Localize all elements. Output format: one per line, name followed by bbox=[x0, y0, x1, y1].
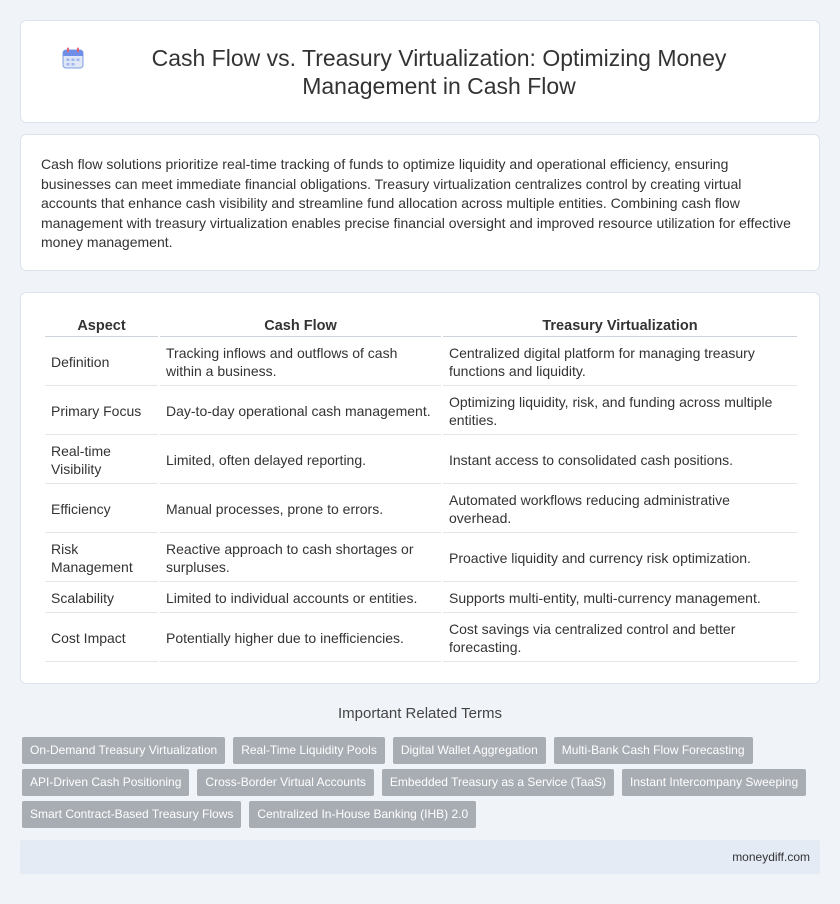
row-treasury: Proactive liquidity and currency risk optimization. bbox=[443, 535, 797, 582]
header-aspect: Aspect bbox=[45, 315, 158, 337]
related-term-tag[interactable]: Embedded Treasury as a Service (TaaS) bbox=[382, 769, 614, 796]
row-aspect: Definition bbox=[45, 339, 158, 386]
table-row bbox=[45, 535, 797, 582]
row-cash-flow: Limited to individual accounts or entities. bbox=[160, 584, 441, 613]
related-terms-title: Important Related Terms bbox=[338, 705, 502, 722]
comparison-table bbox=[43, 313, 799, 664]
table-row bbox=[45, 615, 797, 662]
related-terms-tags bbox=[22, 737, 822, 828]
related-term-tag[interactable]: Cross-Border Virtual Accounts bbox=[197, 769, 374, 796]
table-row bbox=[45, 339, 797, 386]
row-aspect: Risk Management bbox=[45, 535, 158, 582]
row-cash-flow: Reactive approach to cash shortages or surpluses. bbox=[160, 535, 441, 582]
row-cash-flow: Limited, often delayed reporting. bbox=[160, 437, 441, 484]
row-aspect: Real-time Visibility bbox=[45, 437, 158, 484]
row-treasury: Supports multi-entity, multi-currency management. bbox=[443, 584, 797, 613]
row-aspect: Scalability bbox=[45, 584, 158, 613]
related-term-tag[interactable]: On-Demand Treasury Virtualization bbox=[22, 737, 225, 764]
intro-card bbox=[20, 134, 820, 271]
related-term-tag[interactable]: Smart Contract-Based Treasury Flows bbox=[22, 801, 241, 828]
related-term-tag[interactable]: Digital Wallet Aggregation bbox=[393, 737, 546, 764]
row-cash-flow: Day-to-day operational cash management. bbox=[160, 388, 441, 435]
related-term-tag[interactable]: Multi-Bank Cash Flow Forecasting bbox=[554, 737, 753, 764]
row-cash-flow: Manual processes, prone to errors. bbox=[160, 486, 441, 533]
calendar-icon bbox=[61, 46, 85, 70]
related-term-tag[interactable]: Centralized In-House Banking (IHB) 2.0 bbox=[249, 801, 476, 828]
intro-text: Cash flow solutions prioritize real-time tracking of funds to optimize liquidity and operational efficiency, ensuring businesses can meet immediate financial obligations. Treasury virtualization centralizes control by creating virtual accounts that enhance cash visibility and streamline fund allocation across multiple entities. Combining cash flow management with treasury virtualization enables precise financial oversight and improved resource utilization for effective money management. bbox=[41, 156, 791, 250]
row-treasury: Optimizing liquidity, risk, and funding across multiple entities. bbox=[443, 388, 797, 435]
comparison-card bbox=[20, 292, 820, 684]
related-term-tag[interactable]: API-Driven Cash Positioning bbox=[22, 769, 189, 796]
footer bbox=[20, 840, 820, 874]
header-treasury-virtualization: Treasury Virtualization bbox=[443, 315, 797, 337]
table-row bbox=[45, 437, 797, 484]
row-treasury: Centralized digital platform for managing treasury functions and liquidity. bbox=[443, 339, 797, 386]
table-row bbox=[45, 584, 797, 613]
table-header-row bbox=[45, 315, 797, 337]
row-cash-flow: Potentially higher due to inefficiencies. bbox=[160, 615, 441, 662]
row-cash-flow: Tracking inflows and outflows of cash within a business. bbox=[160, 339, 441, 386]
row-treasury: Cost savings via centralized control and better forecasting. bbox=[443, 615, 797, 662]
row-aspect: Efficiency bbox=[45, 486, 158, 533]
title-card bbox=[20, 20, 820, 123]
row-aspect: Primary Focus bbox=[45, 388, 158, 435]
row-treasury: Automated workflows reducing administrative overhead. bbox=[443, 486, 797, 533]
row-aspect: Cost Impact bbox=[45, 615, 158, 662]
footer-site[interactable]: moneydiff.com bbox=[732, 850, 810, 864]
page-title: Cash Flow vs. Treasury Virtualization: Optimizing Money Management in Cash Flow bbox=[151, 44, 727, 99]
table-row bbox=[45, 486, 797, 533]
related-term-tag[interactable]: Real-Time Liquidity Pools bbox=[233, 737, 385, 764]
row-treasury: Instant access to consolidated cash positions. bbox=[443, 437, 797, 484]
table-row bbox=[45, 388, 797, 435]
title-wrap bbox=[61, 44, 779, 100]
related-term-tag[interactable]: Instant Intercompany Sweeping bbox=[622, 769, 806, 796]
header-cash-flow: Cash Flow bbox=[160, 315, 441, 337]
